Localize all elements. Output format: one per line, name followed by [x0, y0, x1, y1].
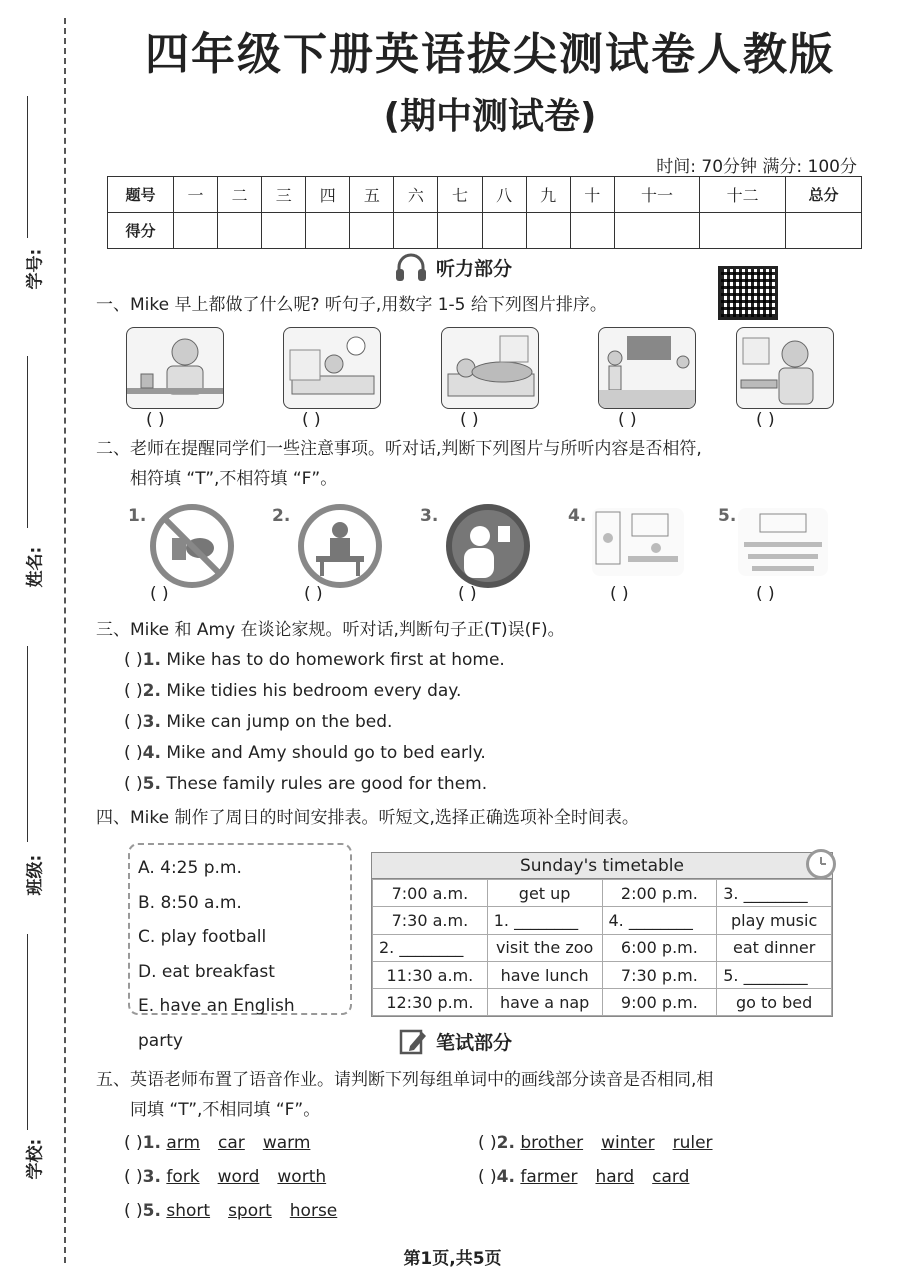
qr-code-icon [718, 266, 778, 320]
q1-answer-5[interactable]: ( ) [756, 410, 775, 430]
q2-answer-5[interactable]: ( ) [756, 584, 775, 604]
q2-picture-hallway [592, 508, 684, 576]
q4-options-box [128, 843, 352, 1051]
score-cell[interactable] [438, 213, 482, 249]
q3-answer-paren[interactable]: ( ) [124, 743, 143, 763]
headphones-icon [394, 252, 428, 282]
binding-strip [0, 0, 72, 1280]
q1-answer-3[interactable]: ( ) [460, 410, 479, 430]
listening-head-label: 听力部分 [436, 257, 513, 280]
sunday-timetable [371, 852, 833, 1017]
q2-prompt-line2: 相符填 “T”,不相符填 “F”。 [130, 469, 338, 489]
score-table-row-label: 题号 [108, 177, 174, 213]
q1-picture-classroom [598, 327, 696, 409]
q1-picture-sleeping [441, 327, 539, 409]
score-cell[interactable] [394, 213, 438, 249]
q5-item: ( )5. short sport horse [124, 1201, 338, 1221]
q3-answer-paren[interactable]: ( ) [124, 681, 143, 701]
score-col: 八 [482, 177, 526, 213]
score-cell[interactable] [350, 213, 394, 249]
score-cell[interactable] [570, 213, 614, 249]
q1-answer-1[interactable]: ( ) [146, 410, 165, 430]
q2-answer-3[interactable]: ( ) [458, 584, 477, 604]
student-at-desk-icon [304, 510, 376, 582]
q3-item: ( )1. Mike has to do homework first at home. [124, 650, 505, 670]
score-col: 十 [570, 177, 614, 213]
q3-item: ( )2. Mike tidies his bedroom every day. [124, 681, 462, 701]
q5-item: ( )4. farmer hard card [478, 1167, 690, 1187]
q5-answer-paren[interactable]: ( ) [124, 1167, 143, 1187]
cut-line [64, 18, 66, 1263]
score-cell[interactable] [218, 213, 262, 249]
student-desk-sign-icon [298, 504, 382, 588]
q1-picture-breakfast [126, 327, 224, 409]
q1-answer-2[interactable]: ( ) [302, 410, 321, 430]
score-col: 七 [438, 177, 482, 213]
score-table-score-row [108, 213, 862, 249]
score-cell[interactable] [262, 213, 306, 249]
boy-eating-icon [127, 328, 224, 409]
q5-answer-paren[interactable]: ( ) [124, 1201, 143, 1221]
class-line[interactable] [27, 646, 28, 842]
person-switch-icon [452, 510, 524, 582]
score-cell[interactable] [306, 213, 350, 249]
score-col: 五 [350, 177, 394, 213]
q2-answer-1[interactable]: ( ) [150, 584, 169, 604]
q4-option: E. have an English party [138, 996, 295, 1051]
q2-number: 5. [718, 506, 737, 526]
q5-item: ( )2. brother winter ruler [478, 1133, 713, 1153]
score-cell[interactable] [526, 213, 570, 249]
page-subtitle: (期中测试卷) [383, 96, 597, 137]
school-label: 学校: [25, 1138, 46, 1180]
timetable-blank[interactable]: 3. ________ [717, 880, 832, 907]
score-cell[interactable] [174, 213, 218, 249]
score-col: 四 [306, 177, 350, 213]
q2-answer-2[interactable]: ( ) [304, 584, 323, 604]
q3-prompt: 三、Mike 和 Amy 在谈论家规。听对话,判断句子正(T)误(F)。 [96, 620, 565, 640]
q4-option: A. 4:25 p.m. [138, 858, 242, 878]
score-table-header-row [108, 177, 862, 213]
q2-number: 4. [568, 506, 587, 526]
writing-section-head [398, 1026, 512, 1056]
score-col: 三 [262, 177, 306, 213]
score-col: 六 [394, 177, 438, 213]
score-col: 十二 [700, 177, 786, 213]
q4-prompt: 四、Mike 制作了周日的时间安排表。听短文,选择正确选项补全时间表。 [96, 808, 639, 828]
score-col: 二 [218, 177, 262, 213]
score-cell[interactable] [482, 213, 526, 249]
kids-in-classroom-icon [592, 508, 684, 576]
exam-meta: 时间: 70分钟 满分: 100分 [656, 157, 857, 177]
q3-answer-paren[interactable]: ( ) [124, 774, 143, 794]
timetable-blank[interactable]: 4. ________ [602, 907, 717, 934]
page-footer: 第1页,共5页 [403, 1249, 502, 1269]
q5-item: ( )3. fork word worth [124, 1167, 327, 1187]
timetable-blank[interactable]: 2. ________ [373, 934, 488, 961]
food-icon [156, 510, 228, 582]
q1-picture-bedroom [283, 327, 381, 409]
school-line[interactable] [27, 934, 28, 1130]
timetable-row: 11:30 a.m. have lunch 7:30 p.m. 5. ________ [373, 961, 832, 988]
clock-hands-icon [809, 852, 833, 876]
q1-prompt: 一、Mike 早上都做了什么呢? 听句子,用数字 1-5 给下列图片排序。 [96, 295, 607, 315]
timetable-row: 12:30 p.m. have a nap 9:00 p.m. go to bed [373, 989, 832, 1016]
score-cell-total[interactable] [786, 213, 862, 249]
q1-picture-brushing [736, 327, 834, 409]
student-no-line[interactable] [27, 96, 28, 238]
timetable-row: 2. ________ visit the zoo 6:00 p.m. eat dinner [373, 934, 832, 961]
writing-head-label: 笔试部分 [436, 1031, 513, 1054]
score-col-total: 总分 [786, 177, 862, 213]
boy-brushing-teeth-icon [737, 328, 834, 409]
q3-answer-paren[interactable]: ( ) [124, 712, 143, 732]
q2-number: 2. [272, 506, 291, 526]
boy-sleeping-icon [442, 328, 539, 409]
timetable-blank[interactable]: 1. ________ [487, 907, 602, 934]
q5-answer-paren[interactable]: ( ) [478, 1133, 497, 1153]
q5-prompt-line1: 五、英语老师布置了语音作业。请判断下列每组单词中的画线部分读音是否相同,相 [96, 1070, 714, 1090]
empty-classroom-icon [738, 508, 828, 576]
q3-item: ( )5. These family rules are good for them. [124, 774, 488, 794]
q3-item: ( )4. Mike and Amy should go to bed early. [124, 743, 486, 763]
score-col: 十一 [614, 177, 700, 213]
q5-item: ( )1. arm car warm [124, 1133, 311, 1153]
q5-answer-paren[interactable]: ( ) [478, 1167, 497, 1187]
name-line[interactable] [27, 356, 28, 528]
score-cell[interactable] [700, 213, 786, 249]
q5-answer-paren[interactable]: ( ) [124, 1133, 143, 1153]
q2-prompt [96, 434, 702, 494]
timetable-grid [372, 879, 832, 1016]
q3-answer-paren[interactable]: ( ) [124, 650, 143, 670]
score-table [107, 176, 862, 249]
q2-prompt-line1: 二、老师在提醒同学们一些注意事项。听对话,判断下列图片与所听内容是否相符, [96, 439, 702, 459]
score-table-row-label: 得分 [108, 213, 174, 249]
timetable-row: 7:00 a.m. get up 2:00 p.m. 3. ________ [373, 880, 832, 907]
class-label: 班级: [25, 854, 46, 896]
pencil-notepad-icon [398, 1026, 428, 1056]
q5-prompt-line2: 同填 “T”,不相同填 “F”。 [130, 1100, 321, 1120]
name-label: 姓名: [25, 546, 46, 588]
score-cell[interactable] [614, 213, 700, 249]
q4-option: C. play football [138, 927, 267, 947]
q1-answer-4[interactable]: ( ) [618, 410, 637, 430]
q2-number: 1. [128, 506, 147, 526]
timetable-blank[interactable]: 5. ________ [717, 961, 832, 988]
q2-picture-empty-classroom [738, 508, 828, 576]
score-col: 九 [526, 177, 570, 213]
student-no-label: 学号: [25, 248, 46, 290]
timetable-title: Sunday's timetable [372, 853, 832, 879]
timetable-row: 7:30 a.m. 1. ________ 4. ________ play music [373, 907, 832, 934]
q5-prompt [96, 1065, 713, 1125]
q4-option: D. eat breakfast [138, 961, 275, 982]
score-col: 一 [174, 177, 218, 213]
q3-item: ( )3. Mike can jump on the bed. [124, 712, 393, 732]
q2-answer-4[interactable]: ( ) [610, 584, 629, 604]
boy-bedroom-icon [284, 328, 381, 409]
classroom-icon [599, 328, 696, 409]
listening-section-head [394, 252, 512, 282]
no-food-sign-icon [150, 504, 234, 588]
page-title: 四年级下册英语拔尖测试卷人教版 [145, 29, 835, 80]
q4-option: B. 8:50 a.m. [138, 892, 242, 913]
q2-number: 3. [420, 506, 439, 526]
clock-icon [806, 849, 836, 879]
raise-hand-sign-icon [446, 504, 530, 588]
